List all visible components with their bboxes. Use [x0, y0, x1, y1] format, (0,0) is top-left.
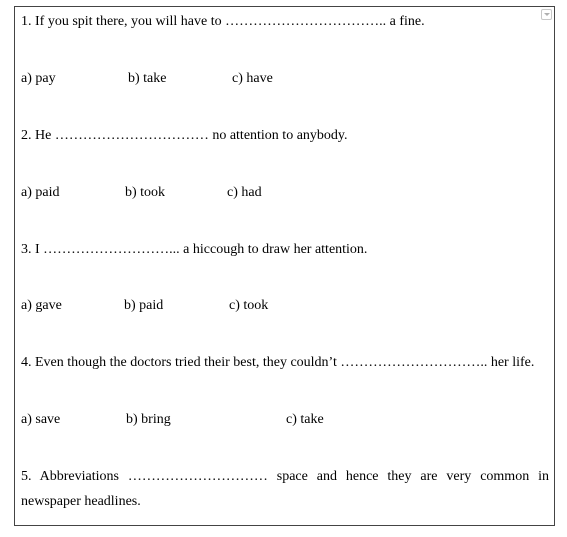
question-1-option-a[interactable]: a) pay: [21, 71, 56, 86]
question-1-text: 1. If you spit there, you will have to …………………………….. a fine.: [21, 14, 425, 29]
question-3-option-a[interactable]: a) gave: [21, 298, 62, 313]
question-1-option-b[interactable]: b) take: [128, 71, 167, 86]
question-2-options: [21, 184, 421, 202]
dropdown-toggle-icon[interactable]: [541, 9, 552, 20]
question-3-options: [21, 297, 421, 315]
question-3-option-c[interactable]: c) took: [229, 298, 269, 313]
question-4-text: 4. Even though the doctors tried their best, they couldn’t ………………………….. her life.: [21, 355, 535, 370]
question-4-option-a[interactable]: a) save: [21, 412, 61, 427]
question-3-text: 3. I ………………………... a hiccough to draw her attention.: [21, 242, 368, 257]
question-5-text: 5. Abbreviations ………………………… space and hence they are very common in newspaper headlines.: [21, 469, 549, 509]
question-2-text: 2. He …………………………… no attention to anybody.: [21, 128, 348, 143]
question-1-options: [21, 70, 421, 88]
question-4-option-b[interactable]: b) bring: [126, 412, 171, 427]
question-2-option-c[interactable]: c) had: [227, 185, 262, 200]
question-4-option-c[interactable]: c) take: [286, 412, 324, 427]
question-4-options: [21, 411, 421, 429]
question-2-option-a[interactable]: a) paid: [21, 185, 60, 200]
question-1-option-c[interactable]: c) have: [232, 71, 273, 86]
question-2-option-b[interactable]: b) took: [125, 185, 166, 200]
question-3-option-b[interactable]: b) paid: [124, 298, 164, 313]
